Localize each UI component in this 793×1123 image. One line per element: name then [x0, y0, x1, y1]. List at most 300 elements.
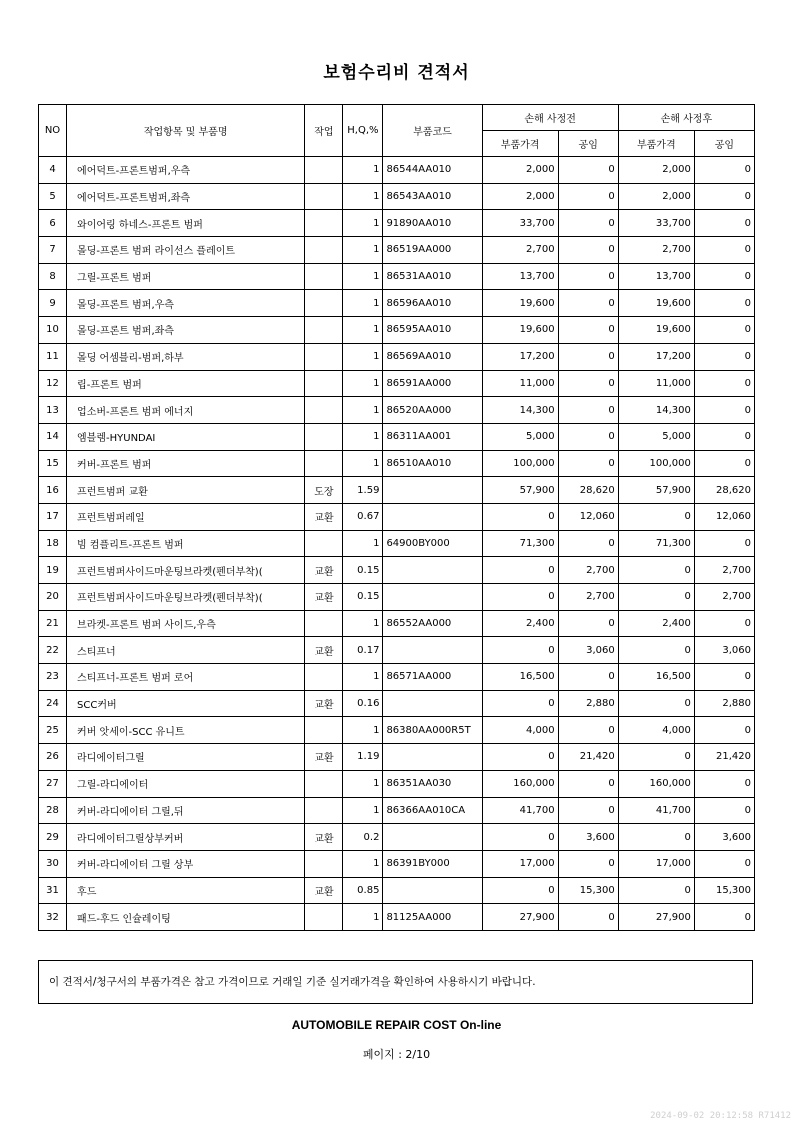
row-no: 29: [39, 824, 67, 851]
row-before-price: 0: [482, 824, 558, 851]
row-part-code: 86311AA001: [383, 423, 482, 450]
row-part-code: 64900BY000: [383, 530, 482, 557]
row-after-price: 0: [618, 557, 694, 584]
row-item-name: 프런트범퍼레일: [67, 503, 305, 530]
row-before-price: 0: [482, 637, 558, 664]
table-row: [39, 637, 755, 664]
row-no: 28: [39, 797, 67, 824]
row-before-labor: 0: [558, 343, 618, 370]
row-before-labor: 3,060: [558, 637, 618, 664]
row-after-price: 0: [618, 744, 694, 771]
row-no: 21: [39, 610, 67, 637]
row-item-name: 프런트범퍼 교환: [67, 477, 305, 504]
row-before-price: 100,000: [482, 450, 558, 477]
row-part-code: [383, 824, 482, 851]
row-before-price: 13,700: [482, 263, 558, 290]
row-before-price: 0: [482, 557, 558, 584]
table-row: [39, 584, 755, 611]
footer-title: AUTOMOBILE REPAIR COST On-line: [291, 1018, 502, 1032]
row-item-name: 브라켓-프론트 범퍼 사이드,우측: [67, 610, 305, 637]
row-after-labor: 0: [694, 530, 754, 557]
row-item-name: 후드: [67, 877, 305, 904]
row-before-labor: 0: [558, 263, 618, 290]
row-item-name: 와이어링 하네스-프론트 범퍼: [67, 210, 305, 237]
row-part-code: 86591AA000: [383, 370, 482, 397]
row-no: 17: [39, 503, 67, 530]
table-row: [39, 477, 755, 504]
row-item-name: 커버-라디에이터 그릴 상부: [67, 850, 305, 877]
row-before-price: 11,000: [482, 370, 558, 397]
row-after-labor: 21,420: [694, 744, 754, 771]
row-before-labor: 0: [558, 717, 618, 744]
row-before-price: 2,700: [482, 237, 558, 264]
row-item-name: 몰딩 어셈블리-범퍼,하부: [67, 343, 305, 370]
row-before-labor: 0: [558, 850, 618, 877]
table-row: [39, 210, 755, 237]
row-no: 24: [39, 690, 67, 717]
row-work: [305, 423, 343, 450]
row-work: [305, 290, 343, 317]
table-row: [39, 263, 755, 290]
row-work: 교환: [305, 557, 343, 584]
row-hq: 0.85: [343, 877, 383, 904]
table-row: [39, 824, 755, 851]
header-part-code: 부품코드: [383, 105, 482, 157]
row-before-labor: 0: [558, 904, 618, 931]
row-after-labor: 0: [694, 343, 754, 370]
table-row: [39, 503, 755, 530]
row-work: [305, 210, 343, 237]
row-part-code: 86520AA000: [383, 397, 482, 424]
header-after-labor: 공임: [694, 131, 754, 157]
row-work: 교환: [305, 690, 343, 717]
row-no: 13: [39, 397, 67, 424]
row-before-price: 17,000: [482, 850, 558, 877]
page-number: 페이지 : 2/10: [362, 1048, 431, 1061]
table-row: [39, 850, 755, 877]
row-item-name: 커버 앗세이-SCC 유니트: [67, 717, 305, 744]
print-timestamp: 2024-09-02 20:12:58 R71412: [650, 1111, 791, 1121]
row-work: 도장: [305, 477, 343, 504]
table-row: [39, 237, 755, 264]
row-part-code: 86366AA010CA: [383, 797, 482, 824]
row-work: [305, 370, 343, 397]
row-before-labor: 0: [558, 530, 618, 557]
table-row: [39, 317, 755, 344]
header-before-labor: 공임: [558, 131, 618, 157]
row-before-price: 33,700: [482, 210, 558, 237]
row-hq: 1: [343, 717, 383, 744]
row-after-labor: 0: [694, 717, 754, 744]
row-after-price: 0: [618, 877, 694, 904]
row-hq: 1: [343, 370, 383, 397]
row-after-price: 2,000: [618, 183, 694, 210]
row-after-labor: 0: [694, 610, 754, 637]
row-after-labor: 0: [694, 797, 754, 824]
row-item-name: 빔 컴플리트-프론트 범퍼: [67, 530, 305, 557]
row-after-labor: 0: [694, 370, 754, 397]
row-after-price: 2,700: [618, 237, 694, 264]
table-row: [39, 770, 755, 797]
row-hq: 1: [343, 904, 383, 931]
row-before-price: 5,000: [482, 423, 558, 450]
row-before-price: 17,200: [482, 343, 558, 370]
header-item: 작업항목 및 부품명: [67, 105, 305, 157]
row-item-name: 그릴-프론트 범퍼: [67, 263, 305, 290]
row-before-price: 0: [482, 690, 558, 717]
row-part-code: 91890AA010: [383, 210, 482, 237]
row-after-labor: 0: [694, 450, 754, 477]
row-after-price: 0: [618, 824, 694, 851]
row-work: [305, 530, 343, 557]
row-after-price: 41,700: [618, 797, 694, 824]
row-before-price: 2,400: [482, 610, 558, 637]
row-part-code: 86351AA030: [383, 770, 482, 797]
row-before-labor: 0: [558, 290, 618, 317]
row-work: [305, 343, 343, 370]
row-before-price: 4,000: [482, 717, 558, 744]
row-part-code: [383, 477, 482, 504]
row-hq: 0.15: [343, 557, 383, 584]
row-item-name: 업소버-프론트 범퍼 에너지: [67, 397, 305, 424]
row-hq: 0.16: [343, 690, 383, 717]
row-work: [305, 157, 343, 184]
row-no: 26: [39, 744, 67, 771]
row-after-price: 57,900: [618, 477, 694, 504]
row-hq: 1: [343, 157, 383, 184]
row-work: [305, 263, 343, 290]
row-work: [305, 904, 343, 931]
row-before-labor: 0: [558, 157, 618, 184]
table-row: [39, 370, 755, 397]
row-after-price: 0: [618, 584, 694, 611]
row-after-price: 4,000: [618, 717, 694, 744]
row-part-code: [383, 503, 482, 530]
table-row: [39, 904, 755, 931]
row-item-name: 그릴-라디에이터: [67, 770, 305, 797]
row-no: 16: [39, 477, 67, 504]
table-row: [39, 877, 755, 904]
row-after-price: 19,600: [618, 290, 694, 317]
row-part-code: 86571AA000: [383, 664, 482, 691]
row-hq: 1: [343, 237, 383, 264]
header-hq: H,Q,%: [343, 105, 383, 157]
table-row: [39, 797, 755, 824]
row-item-name: 패드-후드 인슐레이팅: [67, 904, 305, 931]
row-work: [305, 664, 343, 691]
row-before-labor: 28,620: [558, 477, 618, 504]
row-after-price: 17,000: [618, 850, 694, 877]
table-row: [39, 343, 755, 370]
row-after-labor: 0: [694, 664, 754, 691]
row-after-labor: 15,300: [694, 877, 754, 904]
row-before-labor: 12,060: [558, 503, 618, 530]
row-no: 31: [39, 877, 67, 904]
table-row: [39, 423, 755, 450]
row-no: 5: [39, 183, 67, 210]
row-item-name: 몰딩-프론트 범퍼,우측: [67, 290, 305, 317]
row-part-code: [383, 690, 482, 717]
row-work: 교환: [305, 744, 343, 771]
row-work: 교환: [305, 877, 343, 904]
row-after-price: 2,000: [618, 157, 694, 184]
row-before-price: 0: [482, 877, 558, 904]
row-no: 32: [39, 904, 67, 931]
row-before-labor: 21,420: [558, 744, 618, 771]
row-after-price: 71,300: [618, 530, 694, 557]
row-part-code: [383, 744, 482, 771]
row-before-price: 71,300: [482, 530, 558, 557]
row-hq: 1: [343, 317, 383, 344]
row-part-code: [383, 557, 482, 584]
row-after-labor: 3,060: [694, 637, 754, 664]
row-no: 12: [39, 370, 67, 397]
table-row: [39, 183, 755, 210]
row-no: 20: [39, 584, 67, 611]
row-before-labor: 0: [558, 317, 618, 344]
row-after-price: 14,300: [618, 397, 694, 424]
row-hq: 1: [343, 797, 383, 824]
row-work: [305, 717, 343, 744]
header-after-assessment: 손해 사정후: [618, 105, 754, 131]
row-work: 교환: [305, 637, 343, 664]
row-after-labor: 0: [694, 904, 754, 931]
row-no: 6: [39, 210, 67, 237]
table-row: [39, 290, 755, 317]
row-before-labor: 15,300: [558, 877, 618, 904]
row-item-name: 립-프론트 범퍼: [67, 370, 305, 397]
row-hq: 0.15: [343, 584, 383, 611]
row-after-labor: 0: [694, 237, 754, 264]
row-item-name: 에어덕트-프론트범퍼,좌측: [67, 183, 305, 210]
row-after-labor: 12,060: [694, 503, 754, 530]
row-part-code: 86391BY000: [383, 850, 482, 877]
row-work: [305, 450, 343, 477]
row-before-labor: 0: [558, 397, 618, 424]
row-hq: 1: [343, 183, 383, 210]
row-part-code: 81125AA000: [383, 904, 482, 931]
row-no: 11: [39, 343, 67, 370]
row-before-labor: 0: [558, 450, 618, 477]
document-title: 보험수리비 견적서: [323, 63, 470, 83]
row-after-price: 27,900: [618, 904, 694, 931]
row-part-code: 86595AA010: [383, 317, 482, 344]
row-item-name: SCC커버: [67, 690, 305, 717]
row-hq: 1: [343, 397, 383, 424]
row-item-name: 프런트범퍼사이드마운팅브라켓(펜더부착)(: [67, 584, 305, 611]
row-before-labor: 0: [558, 183, 618, 210]
table-row: [39, 610, 755, 637]
row-work: [305, 183, 343, 210]
row-item-name: 스티프너: [67, 637, 305, 664]
row-work: [305, 397, 343, 424]
table-row: [39, 557, 755, 584]
row-part-code: 86552AA000: [383, 610, 482, 637]
row-before-price: 57,900: [482, 477, 558, 504]
row-before-price: 0: [482, 503, 558, 530]
row-after-labor: 0: [694, 423, 754, 450]
row-hq: 1: [343, 770, 383, 797]
row-part-code: 86569AA010: [383, 343, 482, 370]
row-before-labor: 0: [558, 210, 618, 237]
table-row: [39, 690, 755, 717]
row-hq: 1: [343, 530, 383, 557]
row-item-name: 몰딩-프론트 범퍼 라이선스 플레이트: [67, 237, 305, 264]
row-before-labor: 0: [558, 664, 618, 691]
table-row: [39, 744, 755, 771]
header-work: 작업: [305, 105, 343, 157]
row-hq: 1: [343, 263, 383, 290]
row-work: [305, 797, 343, 824]
row-before-labor: 2,700: [558, 557, 618, 584]
row-after-labor: 28,620: [694, 477, 754, 504]
row-after-price: 11,000: [618, 370, 694, 397]
row-after-labor: 0: [694, 263, 754, 290]
row-after-price: 0: [618, 503, 694, 530]
row-before-labor: 0: [558, 423, 618, 450]
row-before-price: 160,000: [482, 770, 558, 797]
row-before-price: 0: [482, 744, 558, 771]
row-after-price: 2,400: [618, 610, 694, 637]
row-part-code: [383, 637, 482, 664]
row-after-price: 0: [618, 690, 694, 717]
row-after-price: 19,600: [618, 317, 694, 344]
row-before-price: 14,300: [482, 397, 558, 424]
row-before-price: 27,900: [482, 904, 558, 931]
row-no: 9: [39, 290, 67, 317]
row-work: 교환: [305, 503, 343, 530]
row-after-price: 13,700: [618, 263, 694, 290]
row-after-labor: 3,600: [694, 824, 754, 851]
row-no: 18: [39, 530, 67, 557]
row-part-code: 86531AA010: [383, 263, 482, 290]
row-item-name: 커버-프론트 범퍼: [67, 450, 305, 477]
row-after-price: 16,500: [618, 664, 694, 691]
row-after-price: 33,700: [618, 210, 694, 237]
estimate-rows: [39, 157, 755, 931]
row-before-price: 2,000: [482, 183, 558, 210]
row-item-name: 스티프너-프론트 범퍼 로어: [67, 664, 305, 691]
row-no: 23: [39, 664, 67, 691]
row-before-price: 41,700: [482, 797, 558, 824]
price-notice: 이 견적서/청구서의 부품가격은 참고 가격이므로 거래일 기준 실거래가격을 확인하여 사용하시기 바랍니다.: [38, 960, 753, 1004]
row-part-code: 86544AA010: [383, 157, 482, 184]
row-before-labor: 0: [558, 770, 618, 797]
header-after-price: 부품가격: [618, 131, 694, 157]
row-hq: 1.59: [343, 477, 383, 504]
table-row: [39, 397, 755, 424]
row-hq: 1: [343, 343, 383, 370]
row-no: 7: [39, 237, 67, 264]
row-item-name: 라디에이터그릴상부커버: [67, 824, 305, 851]
header-before-assessment: 손해 사정전: [482, 105, 618, 131]
row-item-name: 커버-라디에이터 그릴,뒤: [67, 797, 305, 824]
row-no: 25: [39, 717, 67, 744]
row-after-price: 0: [618, 637, 694, 664]
row-no: 22: [39, 637, 67, 664]
row-after-labor: 0: [694, 850, 754, 877]
row-before-labor: 2,700: [558, 584, 618, 611]
row-no: 10: [39, 317, 67, 344]
header-before-price: 부품가격: [482, 131, 558, 157]
row-work: [305, 317, 343, 344]
row-hq: 1: [343, 290, 383, 317]
row-hq: 1: [343, 664, 383, 691]
row-after-labor: 0: [694, 397, 754, 424]
row-work: 교환: [305, 824, 343, 851]
row-before-labor: 0: [558, 797, 618, 824]
header-no: NO: [39, 105, 67, 157]
row-hq: 1: [343, 210, 383, 237]
row-after-labor: 2,700: [694, 557, 754, 584]
row-work: [305, 850, 343, 877]
row-before-price: 19,600: [482, 317, 558, 344]
row-after-price: 100,000: [618, 450, 694, 477]
row-part-code: 86596AA010: [383, 290, 482, 317]
row-before-price: 2,000: [482, 157, 558, 184]
row-before-price: 16,500: [482, 664, 558, 691]
row-hq: 0.2: [343, 824, 383, 851]
row-item-name: 라디에이터그릴: [67, 744, 305, 771]
row-before-labor: 0: [558, 237, 618, 264]
row-item-name: 몰딩-프론트 범퍼,좌측: [67, 317, 305, 344]
row-hq: 1: [343, 450, 383, 477]
row-after-labor: 2,880: [694, 690, 754, 717]
row-no: 27: [39, 770, 67, 797]
row-part-code: 86510AA010: [383, 450, 482, 477]
row-item-name: 엠블렘-HYUNDAI: [67, 423, 305, 450]
row-item-name: 프런트범퍼사이드마운팅브라켓(펜더부착)(: [67, 557, 305, 584]
row-work: 교환: [305, 584, 343, 611]
row-before-price: 0: [482, 584, 558, 611]
row-part-code: [383, 584, 482, 611]
row-work: [305, 770, 343, 797]
row-after-price: 160,000: [618, 770, 694, 797]
row-no: 19: [39, 557, 67, 584]
row-item-name: 에어덕트-프론트범퍼,우측: [67, 157, 305, 184]
row-part-code: 86380AA000R5T: [383, 717, 482, 744]
row-no: 15: [39, 450, 67, 477]
row-after-price: 5,000: [618, 423, 694, 450]
row-hq: 0.17: [343, 637, 383, 664]
row-hq: 1.19: [343, 744, 383, 771]
row-no: 4: [39, 157, 67, 184]
row-no: 14: [39, 423, 67, 450]
row-hq: 1: [343, 423, 383, 450]
table-row: [39, 717, 755, 744]
row-after-labor: 0: [694, 183, 754, 210]
row-after-labor: 0: [694, 157, 754, 184]
estimate-table: [38, 104, 755, 931]
row-after-labor: 0: [694, 770, 754, 797]
row-after-price: 17,200: [618, 343, 694, 370]
row-after-labor: 0: [694, 317, 754, 344]
table-row: [39, 450, 755, 477]
row-hq: 1: [343, 850, 383, 877]
row-hq: 0.67: [343, 503, 383, 530]
row-after-labor: 0: [694, 210, 754, 237]
row-after-labor: 0: [694, 290, 754, 317]
table-row: [39, 530, 755, 557]
row-no: 8: [39, 263, 67, 290]
row-no: 30: [39, 850, 67, 877]
row-before-labor: 0: [558, 610, 618, 637]
row-after-labor: 2,700: [694, 584, 754, 611]
table-row: [39, 157, 755, 184]
row-work: [305, 237, 343, 264]
row-before-labor: 2,880: [558, 690, 618, 717]
table-row: [39, 664, 755, 691]
